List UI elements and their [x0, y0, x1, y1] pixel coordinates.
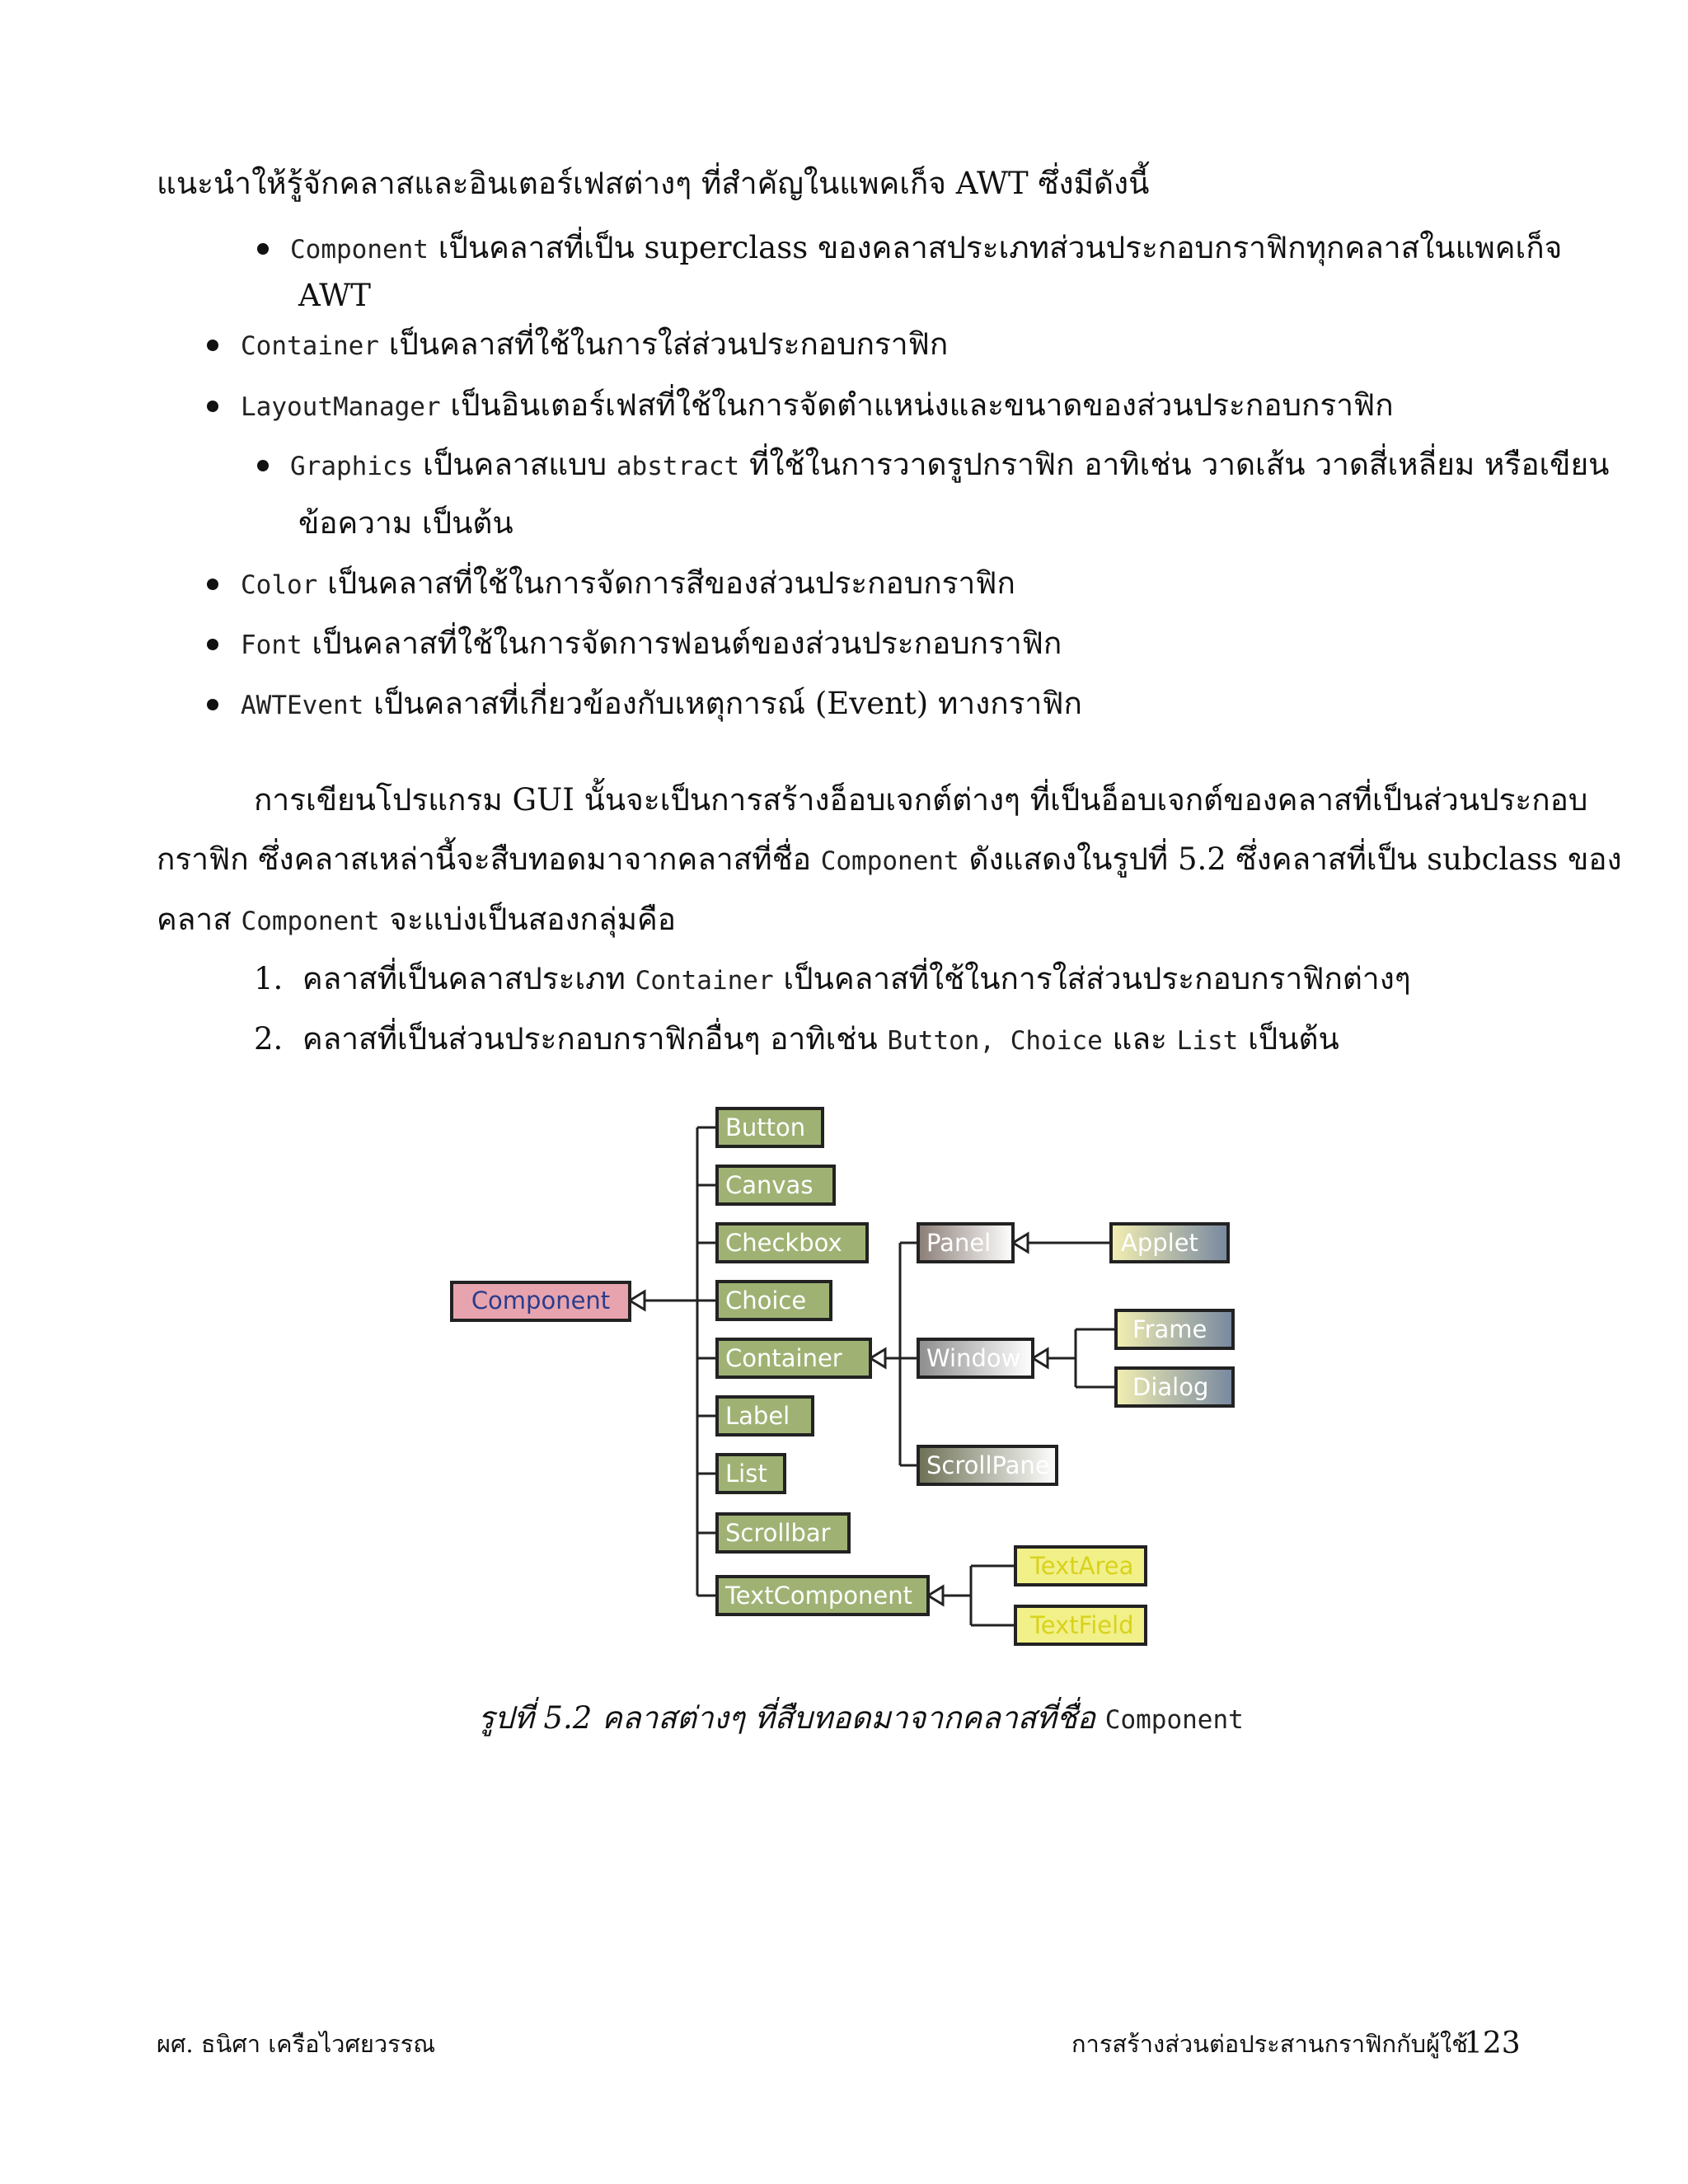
bullet-dot [207, 340, 218, 351]
class-node-applet [1111, 1224, 1228, 1262]
class-hierarchy-diagram [445, 1096, 1253, 1665]
bullet-container: Container เป็นคลาสที่ใช้ในการใส่ส่วนประกอบกราฟิก [241, 326, 949, 362]
class-node-checkbox [717, 1224, 867, 1262]
class-node-dialog [1116, 1368, 1233, 1406]
footer-chapter-title: การสร้างส่วนต่อประสานกราฟิกกับผู้ใช้ [1071, 2030, 1468, 2058]
class-node-label [717, 1397, 813, 1435]
bullet-graphics: Graphics เป็นคลาสแบบ abstract ที่ใช้ในการวาดรูปกราฟิก อาทิเช่น วาดเส้น วาดสี่เหลี่ยม หรือเขียน [290, 447, 1610, 482]
paragraph-line-1: การเขียนโปรแกรม GUI นั้นจะเป็นการสร้างอ็อบเจกต์ต่างๆ ที่เป็นอ็อบเจกต์ของคลาสที่เป็นส่วนประกอบ [254, 782, 1588, 818]
intro-text: แนะนำให้รู้จักคลาสและอินเตอร์เฟสต่างๆ ที่สำคัญในแพคเก็จ AWT ซึ่งมีดังนี้ [157, 166, 1150, 201]
bullet-dot [257, 243, 269, 255]
svg-text:TextArea: TextArea [1030, 1552, 1134, 1580]
class-node-list [717, 1455, 785, 1493]
bullet-awtevent: AWTEvent เป็นคลาสที่เกี่ยวข้องกับเหตุการณ์ (Event) ทางกราฟิก [241, 686, 1082, 721]
bullet-dot [207, 401, 218, 412]
paragraph-line-2: กราฟิก ซึ่งคลาสเหล่านี้จะสืบทอดมาจากคลาสที่ชื่อ Component ดังแสดงในรูปที่ 5.2 ซึ่งคลาสที่เป็น subclass ของ [157, 841, 1622, 877]
svg-text:TextField: TextField [1030, 1611, 1134, 1639]
figure-caption: รูปที่ 5.2 คลาสต่างๆ ที่สืบทอดมาจากคลาสที่ชื่อ Component [478, 1700, 1244, 1736]
class-node-textarea [1015, 1547, 1146, 1585]
svg-text:Choice: Choice [725, 1286, 807, 1315]
svg-text:Scrollbar: Scrollbar [725, 1519, 831, 1547]
svg-text:TextComponent: TextComponent [725, 1582, 913, 1610]
numbered-item-1: 1. คลาสที่เป็นคลาสประเภท Container เป็นคลาสที่ใช้ในการใส่ส่วนประกอบกราฟิกต่างๆ [254, 961, 1411, 996]
svg-text:Button: Button [725, 1113, 806, 1141]
paragraph-line-3: คลาส Component จะแบ่งเป็นสองกลุ่มคือ [157, 902, 676, 937]
bullet-layoutmanager: LayoutManager เป็นอินเตอร์เฟสที่ใช้ในการจัดตำแหน่งและขนาดของส่วนประกอบกราฟิก [241, 387, 1394, 423]
class-node-panel [918, 1224, 1013, 1262]
bullet-dot [207, 699, 218, 710]
svg-text:Container: Container [725, 1344, 842, 1372]
bullet-component-cont: AWT [298, 278, 371, 313]
bullet-dot [207, 639, 218, 650]
bullet-font: Font เป็นคลาสที่ใช้ในการจัดการฟอนต์ของส่วนประกอบกราฟิก [241, 626, 1062, 661]
svg-text:Frame: Frame [1132, 1315, 1207, 1343]
bullet-graphics-cont: ข้อความ เป็นต้น [298, 505, 513, 541]
bullet-dot [257, 460, 269, 471]
class-node-component [452, 1282, 630, 1320]
bullet-color: Color เป็นคลาสที่ใช้ในการจัดการสีของส่วนประกอบกราฟิก [241, 565, 1015, 601]
class-node-textcomponent [717, 1577, 928, 1615]
svg-text:Component: Component [471, 1286, 611, 1315]
numbered-item-2: 2. คลาสที่เป็นส่วนประกอบกราฟิกอื่นๆ อาทิเช่น Button, Choice และ List เป็นต้น [254, 1021, 1339, 1057]
bullet-dot [207, 579, 218, 590]
svg-text:Panel: Panel [926, 1229, 992, 1257]
svg-text:Applet: Applet [1121, 1229, 1198, 1257]
class-node-scrollbar [717, 1514, 849, 1552]
class-node-canvas [717, 1166, 834, 1204]
class-node-textfield [1015, 1606, 1146, 1644]
class-node-container [717, 1339, 870, 1377]
svg-text:ScrollPane: ScrollPane [926, 1451, 1050, 1479]
footer-author: ผศ. ธนิศา เครือไวศยวรรณ [157, 2030, 436, 2058]
svg-text:Label: Label [725, 1402, 790, 1430]
svg-text:Canvas: Canvas [725, 1171, 814, 1199]
class-node-scrollpane [918, 1446, 1057, 1484]
class-node-frame [1116, 1310, 1233, 1348]
svg-text:Dialog: Dialog [1132, 1373, 1209, 1401]
class-node-choice [717, 1282, 831, 1319]
class-node-window [918, 1339, 1033, 1377]
svg-text:List: List [725, 1460, 767, 1488]
bullet-component: Component เป็นคลาสที่เป็น superclass ของคลาสประเภทส่วนประกอบกราฟิกทุกคลาสในแพคเก็จ [290, 230, 1563, 265]
page-number: 123 [1464, 2027, 1521, 2060]
svg-text:Window: Window [926, 1344, 1021, 1372]
svg-text:Checkbox: Checkbox [725, 1229, 842, 1257]
class-node-button [717, 1108, 823, 1146]
